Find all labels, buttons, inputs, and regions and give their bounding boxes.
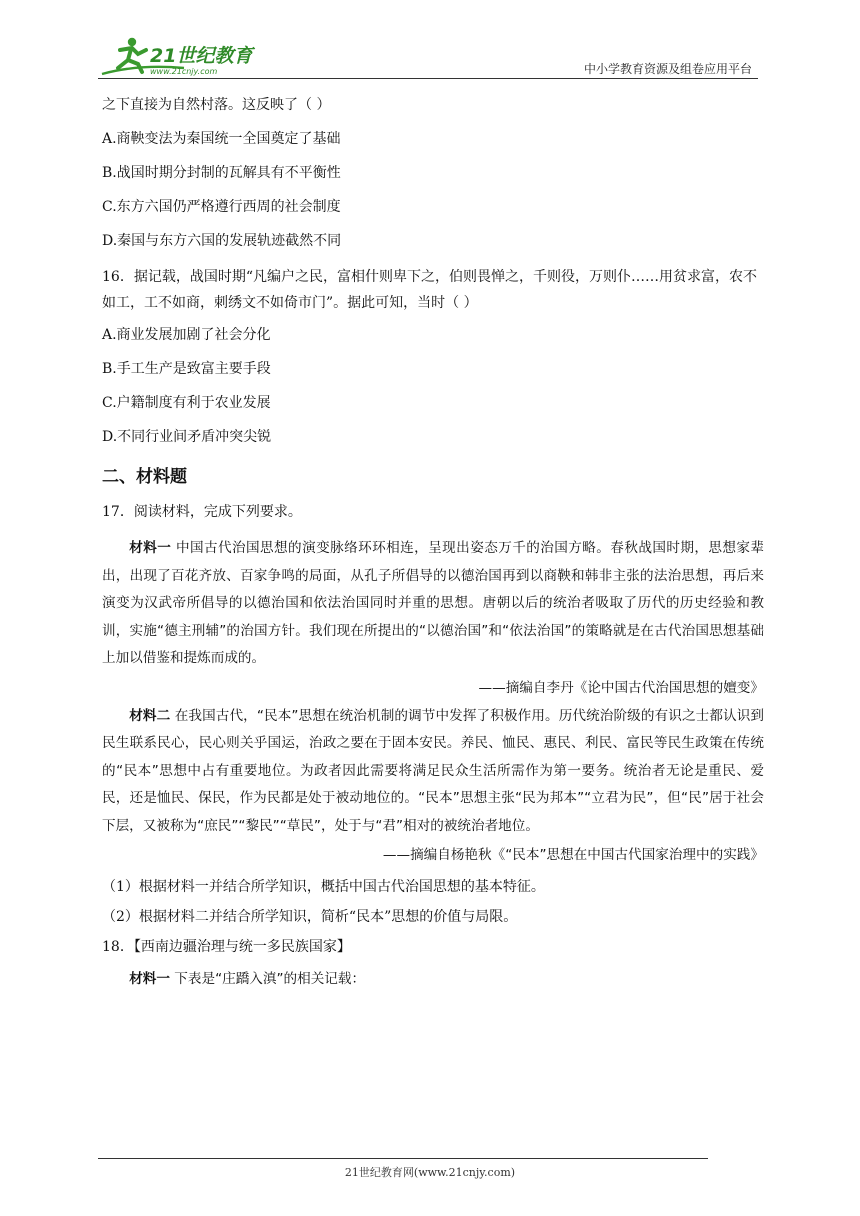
- material-one-label: 材料一: [129, 540, 172, 556]
- material-two: [102, 703, 764, 841]
- platform-name: 中小学教育资源及组卷应用平台: [583, 62, 752, 76]
- q18-material-one-label: 材料一: [129, 971, 170, 987]
- q17-subquestion-1: （1）根据材料一并结合所学知识，概括中国古代治国思想的基本特征。: [102, 879, 545, 895]
- material-two-text: 在我国古代，“民本”思想在统治机制的调节中发挥了积极作用。历代统治阶级的有识之士都认识到民生联系民心，民心则关乎国运，治政之要在于固本安民。养民、恤民、惠民、利民、富民等民生政策在传统的“民本”思想中占有重要地位。为政者因此需要将满足民众生活所需作为第一要务。统治者无论是重民、爱民，还是恤民、保民，作为民都是处于被动地位的。“民本”思想主张“民为邦本”“立君为民”，但“民”居于社会下层，又被称为“庶民”“黎民”“草民”，处于与“君”相对的被统治者地位。: [102, 707, 765, 834]
- header-divider: [98, 78, 758, 79]
- material-one-text: 中国古代治国思想的演变脉络环环相连，呈现出姿态万千的治国方略。春秋战国时期，思想家辈出，出现了百花齐放、百家争鸣的局面，从孔子所倡导的以德治国再到以商鞅和韩非主张的法治思想，再后来演变为汉武帝所倡导的以德治国和依法治国同时并重的思想。唐朝以后的统治者吸取了历代的历史经验和教训，实施“德主刑辅”的治国方针。我们现在所提出的“以德治国”和“依法治国”的策略就是在古代治国思想基础上加以借鉴和提炼而成的。: [102, 540, 765, 666]
- logo-url: www.21cnjy.com: [150, 67, 218, 76]
- q15-option-a: A.商鞅变法为秦国统一全国奠定了基础: [102, 131, 341, 147]
- q15-stem-tail: 之下直接为自然村落。这反映了（ ）: [102, 97, 331, 113]
- q15-option-d: D.秦国与东方六国的发展轨迹截然不同: [102, 233, 342, 249]
- logo-wordmark: 21世纪教育: [150, 45, 253, 67]
- q15-option-c: C.东方六国仍严格遵行西周的社会制度: [102, 199, 341, 215]
- logo: [98, 34, 268, 78]
- q16-stem: 16．据记载，战国时期“凡编户之民，富相什则卑下之，伯则畏惮之，千则役，万则仆……用贫求富，农不如工，工不如商，刺绣文不如倚市门”。据此可知，当时（ ）: [102, 269, 757, 311]
- material-two-source: ——摘编自杨艳秋《“民本”思想在中国古代国家治理中的实践》: [382, 847, 764, 863]
- q17-subquestion-2: （2）根据材料二并结合所学知识，简析“民本”思想的价值与局限。: [102, 909, 518, 925]
- page-header: [98, 34, 758, 80]
- material-one: [102, 535, 764, 673]
- q16-option-a: A.商业发展加剧了社会分化: [102, 327, 271, 343]
- material-one-source: ——摘编自李丹《论中国古代治国思想的嬗变》: [478, 679, 764, 696]
- q18-stem: 18．【西南边疆治理与统一多民族国家】: [102, 939, 351, 955]
- section-title: 二、材料题: [102, 467, 187, 487]
- q18-material-one: [102, 966, 764, 994]
- q16-option-d: D.不同行业间矛盾冲突尖锐: [102, 429, 272, 445]
- q16-option-b: B.手工生产是致富主要手段: [102, 361, 271, 377]
- q16-option-c: C.户籍制度有利于农业发展: [102, 395, 271, 411]
- q15-option-b: B.战国时期分封制的瓦解具有不平衡性: [102, 165, 341, 181]
- material-two-label: 材料二: [129, 707, 171, 724]
- runner-logo-icon: [98, 34, 268, 78]
- footer-divider: [98, 1158, 708, 1159]
- document-body: [102, 94, 764, 994]
- page-footer: 21世纪教育网(www.21cnjy.com): [344, 1166, 516, 1179]
- q17-stem: 17．阅读材料，完成下列要求。: [102, 504, 302, 520]
- q18-material-one-text: 下表是“庄蹻入滇”的相关记载：: [169, 971, 366, 987]
